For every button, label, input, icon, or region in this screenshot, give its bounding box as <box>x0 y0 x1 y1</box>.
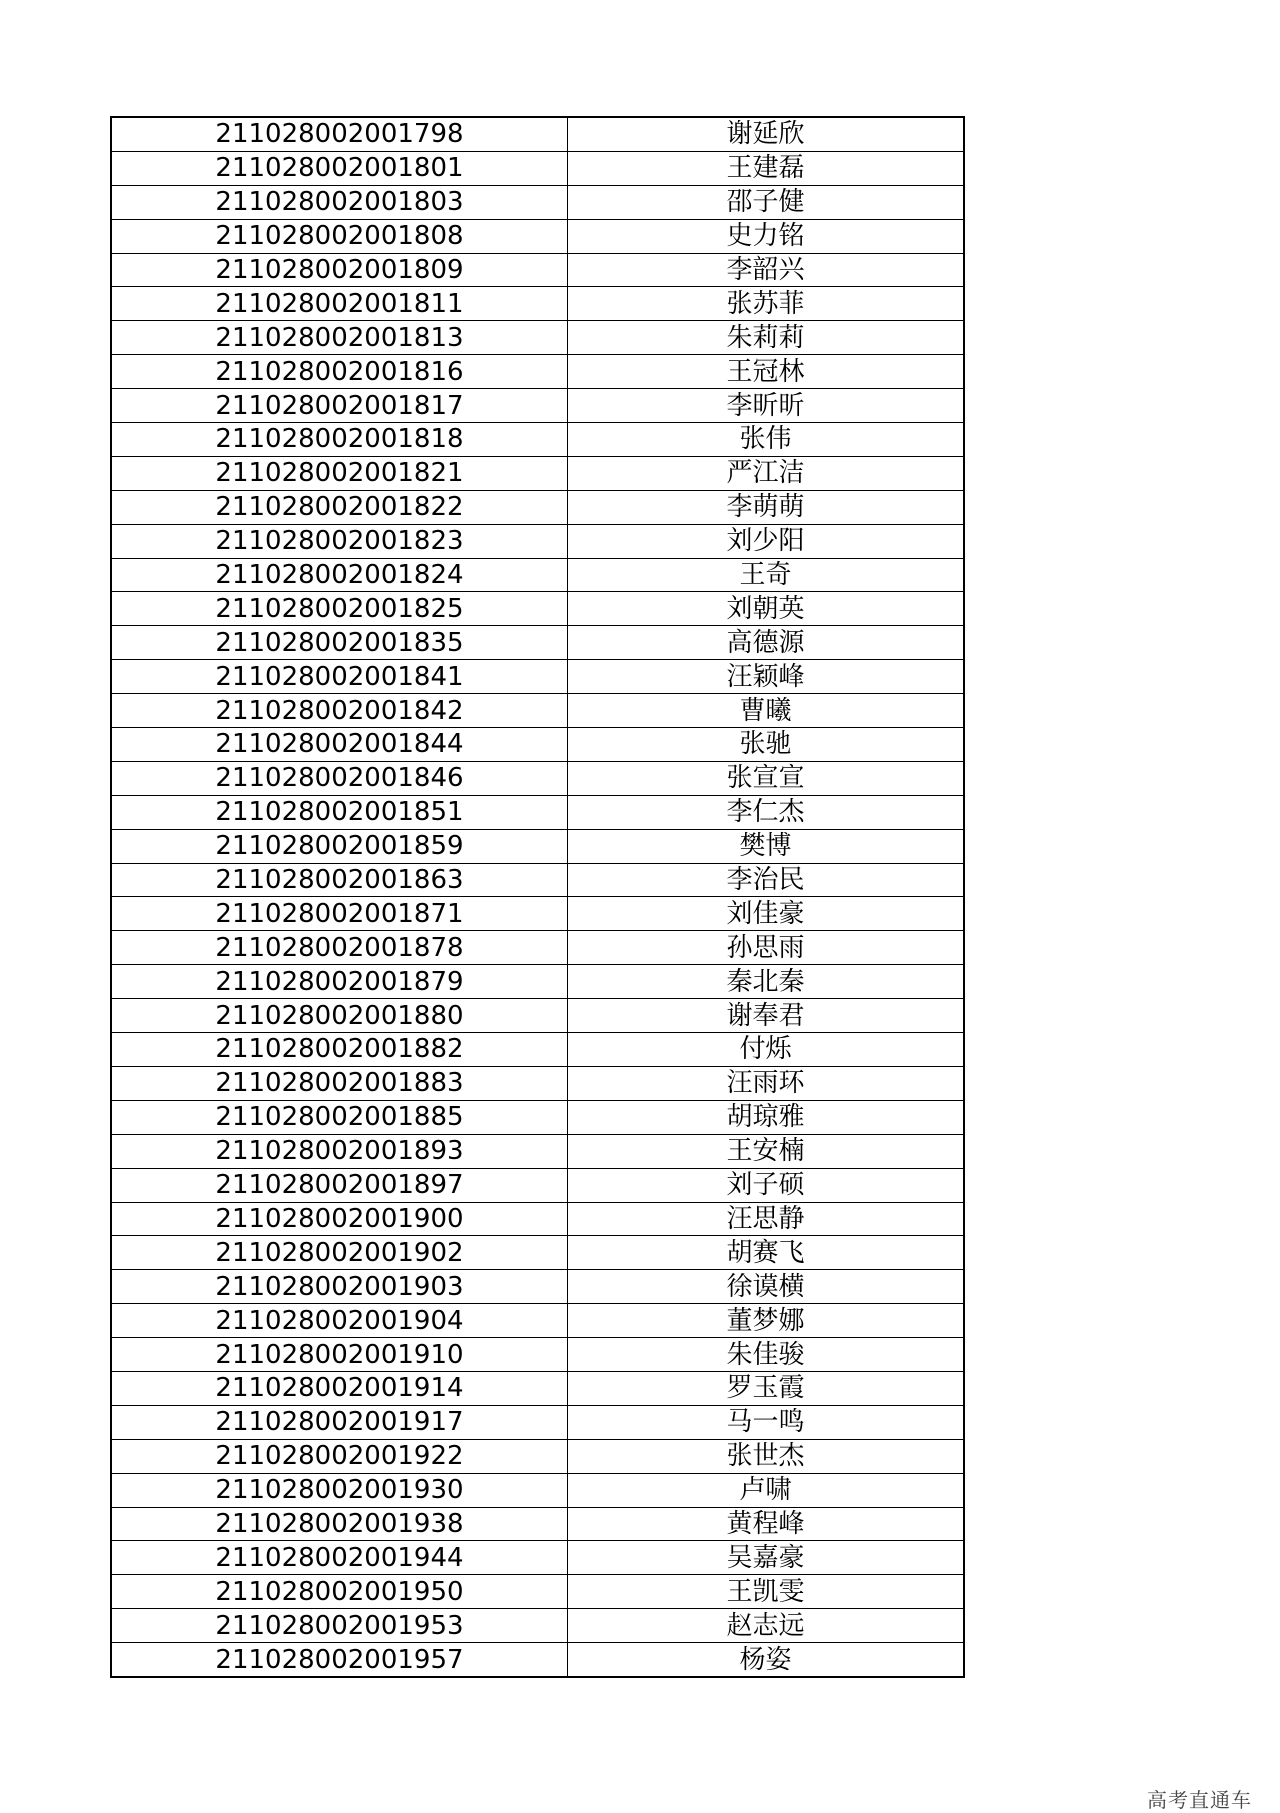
exam-id-cell: 211028002001808 <box>111 219 568 253</box>
exam-id-cell: 211028002001880 <box>111 999 568 1033</box>
exam-id-cell: 211028002001798 <box>111 117 568 151</box>
table-row <box>111 423 964 457</box>
table-row <box>111 761 964 795</box>
exam-id-cell: 211028002001851 <box>111 795 568 829</box>
table-row <box>111 626 964 660</box>
student-name-cell: 张伟 <box>568 423 965 457</box>
exam-id-cell: 211028002001944 <box>111 1541 568 1575</box>
exam-id-cell: 211028002001882 <box>111 1033 568 1067</box>
table-row <box>111 829 964 863</box>
table-row <box>111 728 964 762</box>
table-row <box>111 1643 964 1677</box>
student-name-cell: 张宣宣 <box>568 761 965 795</box>
student-name-cell: 吴嘉豪 <box>568 1541 965 1575</box>
exam-id-cell: 211028002001957 <box>111 1643 568 1677</box>
table-row <box>111 592 964 626</box>
exam-id-cell: 211028002001914 <box>111 1371 568 1405</box>
exam-id-cell: 211028002001844 <box>111 728 568 762</box>
student-name-cell: 汪雨环 <box>568 1066 965 1100</box>
exam-id-cell: 211028002001813 <box>111 321 568 355</box>
exam-id-cell: 211028002001842 <box>111 694 568 728</box>
exam-id-cell: 211028002001885 <box>111 1100 568 1134</box>
student-name-cell: 刘少阳 <box>568 524 965 558</box>
student-name-cell: 张苏菲 <box>568 287 965 321</box>
table-row <box>111 219 964 253</box>
student-name-cell: 高德源 <box>568 626 965 660</box>
table-row <box>111 524 964 558</box>
exam-id-cell: 211028002001825 <box>111 592 568 626</box>
exam-id-cell: 211028002001822 <box>111 490 568 524</box>
exam-id-cell: 211028002001922 <box>111 1439 568 1473</box>
student-name-cell: 汪思静 <box>568 1202 965 1236</box>
table-body <box>111 117 964 1677</box>
exam-id-cell: 211028002001871 <box>111 897 568 931</box>
table-row <box>111 1405 964 1439</box>
exam-id-cell: 211028002001824 <box>111 558 568 592</box>
exam-id-cell: 211028002001917 <box>111 1405 568 1439</box>
student-name-cell: 孙思雨 <box>568 931 965 965</box>
exam-id-cell: 211028002001903 <box>111 1270 568 1304</box>
student-name-cell: 王冠林 <box>568 355 965 389</box>
table-row <box>111 321 964 355</box>
exam-id-cell: 211028002001859 <box>111 829 568 863</box>
exam-id-cell: 211028002001817 <box>111 389 568 423</box>
student-name-cell: 胡琼雅 <box>568 1100 965 1134</box>
student-name-cell: 罗玉霞 <box>568 1371 965 1405</box>
student-name-cell: 杨姿 <box>568 1643 965 1677</box>
table-row <box>111 694 964 728</box>
student-name-cell: 李治民 <box>568 863 965 897</box>
exam-id-cell: 211028002001879 <box>111 965 568 999</box>
exam-id-cell: 211028002001821 <box>111 456 568 490</box>
table-row <box>111 1100 964 1134</box>
student-name-cell: 曹曦 <box>568 694 965 728</box>
table-row <box>111 1541 964 1575</box>
student-name-cell: 李萌萌 <box>568 490 965 524</box>
table-row <box>111 1338 964 1372</box>
table-row <box>111 1439 964 1473</box>
student-name-cell: 张世杰 <box>568 1439 965 1473</box>
exam-id-cell: 211028002001893 <box>111 1134 568 1168</box>
student-name-cell: 李韶兴 <box>568 253 965 287</box>
exam-id-cell: 211028002001809 <box>111 253 568 287</box>
exam-id-cell: 211028002001863 <box>111 863 568 897</box>
exam-id-cell: 211028002001801 <box>111 151 568 185</box>
student-name-cell: 王奇 <box>568 558 965 592</box>
student-name-cell: 史力铭 <box>568 219 965 253</box>
table-row <box>111 1507 964 1541</box>
student-name-cell: 李昕昕 <box>568 389 965 423</box>
student-name-cell: 徐谟横 <box>568 1270 965 1304</box>
student-name-cell: 付烁 <box>568 1033 965 1067</box>
student-name-cell: 刘朝英 <box>568 592 965 626</box>
exam-id-cell: 211028002001846 <box>111 761 568 795</box>
table-row <box>111 999 964 1033</box>
student-name-cell: 马一鸣 <box>568 1405 965 1439</box>
table-row <box>111 863 964 897</box>
student-name-cell: 黄程峰 <box>568 1507 965 1541</box>
student-name-cell: 赵志远 <box>568 1609 965 1643</box>
exam-id-cell: 211028002001904 <box>111 1304 568 1338</box>
student-name-cell: 董梦娜 <box>568 1304 965 1338</box>
table-row <box>111 965 964 999</box>
exam-id-cell: 211028002001950 <box>111 1575 568 1609</box>
exam-id-cell: 211028002001930 <box>111 1473 568 1507</box>
student-name-cell: 刘佳豪 <box>568 897 965 931</box>
table-row <box>111 795 964 829</box>
table-row <box>111 1473 964 1507</box>
student-name-cell: 秦北秦 <box>568 965 965 999</box>
exam-id-cell: 211028002001835 <box>111 626 568 660</box>
table-row <box>111 355 964 389</box>
table-row <box>111 389 964 423</box>
student-name-cell: 严江洁 <box>568 456 965 490</box>
student-name-cell: 谢延欣 <box>568 117 965 151</box>
table-row <box>111 1202 964 1236</box>
student-name-cell: 王建磊 <box>568 151 965 185</box>
exam-id-cell: 211028002001902 <box>111 1236 568 1270</box>
exam-id-cell: 211028002001803 <box>111 185 568 219</box>
table-row <box>111 253 964 287</box>
exam-id-cell: 211028002001910 <box>111 1338 568 1372</box>
student-name-cell: 汪颖峰 <box>568 660 965 694</box>
table-row <box>111 151 964 185</box>
table-row <box>111 287 964 321</box>
exam-id-cell: 211028002001818 <box>111 423 568 457</box>
exam-id-cell: 211028002001823 <box>111 524 568 558</box>
student-name-cell: 王凯雯 <box>568 1575 965 1609</box>
table-row <box>111 1270 964 1304</box>
table-row <box>111 1134 964 1168</box>
exam-id-cell: 211028002001883 <box>111 1066 568 1100</box>
student-name-cell: 樊博 <box>568 829 965 863</box>
table-row <box>111 185 964 219</box>
table-row <box>111 897 964 931</box>
exam-id-cell: 211028002001897 <box>111 1168 568 1202</box>
student-name-cell: 王安楠 <box>568 1134 965 1168</box>
exam-id-cell: 211028002001841 <box>111 660 568 694</box>
table-row <box>111 558 964 592</box>
exam-id-cell: 211028002001811 <box>111 287 568 321</box>
student-name-cell: 胡赛飞 <box>568 1236 965 1270</box>
exam-id-cell: 211028002001900 <box>111 1202 568 1236</box>
student-name-cell: 张驰 <box>568 728 965 762</box>
student-name-cell: 李仁杰 <box>568 795 965 829</box>
table-row <box>111 931 964 965</box>
exam-id-cell: 211028002001938 <box>111 1507 568 1541</box>
table-row <box>111 1168 964 1202</box>
table-row <box>111 1236 964 1270</box>
table-row <box>111 660 964 694</box>
student-name-cell: 邵子健 <box>568 185 965 219</box>
table-row <box>111 1371 964 1405</box>
student-name-cell: 朱佳骏 <box>568 1338 965 1372</box>
table-row <box>111 490 964 524</box>
table-row <box>111 1066 964 1100</box>
exam-id-cell: 211028002001953 <box>111 1609 568 1643</box>
table-row <box>111 456 964 490</box>
table-row <box>111 1033 964 1067</box>
student-name-cell: 卢啸 <box>568 1473 965 1507</box>
table-row <box>111 1304 964 1338</box>
exam-id-cell: 211028002001816 <box>111 355 568 389</box>
student-list-table <box>110 116 965 1678</box>
watermark-text: 高考直通车 <box>1147 1788 1252 1812</box>
table-row <box>111 1575 964 1609</box>
table-row <box>111 117 964 151</box>
student-name-cell: 谢奉君 <box>568 999 965 1033</box>
exam-id-cell: 211028002001878 <box>111 931 568 965</box>
student-name-cell: 刘子硕 <box>568 1168 965 1202</box>
table-row <box>111 1609 964 1643</box>
student-name-cell: 朱莉莉 <box>568 321 965 355</box>
